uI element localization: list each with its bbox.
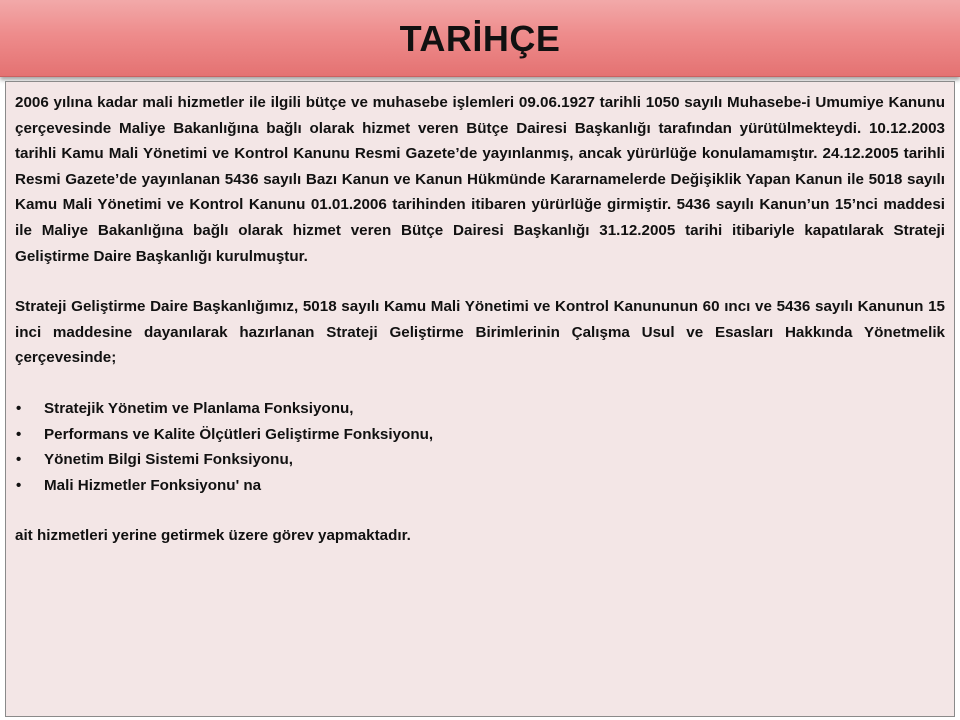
bullet-icon: • [16,425,22,443]
list-item [15,422,945,448]
list-item-label: Yönetim Bilgi Sistemi Fonksiyonu, [44,451,293,469]
paragraph-regulation: Strateji Geliştirme Daire Başkanlığımız, 5018 sayılı Kamu Mali Yönetimi ve Kontrol Kanununun 60 ıncı ve 5436 sayılı Kanunun 15 inci maddesine dayanılarak hazırlanan Strateji Geliştirme Birimlerinin Çalışma Usul ve Esasları Hakkında Yönetmelik çerçevesinde; [15,298,945,367]
list-item-label: Mali Hizmetler Fonksiyonu' na [44,476,262,494]
function-list [15,396,945,498]
content-box [5,81,955,717]
list-item [15,447,945,473]
paragraph-closing: ait hizmetleri yerine getirmek üzere görev yapmaktadır. [15,527,411,545]
bullet-icon: • [16,451,22,469]
list-item [15,473,945,499]
title-bar [0,0,960,77]
slide-title: TARİHÇE [399,18,561,59]
list-item [15,396,945,422]
list-item-label: Stratejik Yönetim ve Planlama Fonksiyonu, [44,399,354,417]
list-item-label: Performans ve Kalite Ölçütleri Geliştirme Fonksiyonu, [44,425,434,443]
bullet-icon: • [16,399,22,417]
bullet-icon: • [16,476,22,494]
paragraph-history: 2006 yılına kadar mali hizmetler ile ilgili bütçe ve muhasebe işlemleri 09.06.1927 tarihli 1050 sayılı Muhasebe-i Umumiye Kanunu çerçevesinde Maliye Bakanlığına bağlı olarak hizmet veren Bütçe Dairesi Başkanlığı tarafından yürütülmekteydi. 10.12.2003 tarihli Kamu Mali Yönetimi ve Kontrol Kanunu Resmi Gazete’de yayınlanmış, ancak yürürlüğe konulamamıştır. 24.12.2005 tarihli Resmi Gazete’de yayınlanan 5436 sayılı Bazı Kanun ve Kanun Hükmünde Kararnamelerde Değişiklik Yapan Kanun ile 5018 sayılı Kamu Mali Yönetimi ve Kontrol Kanunu 01.01.2006 tarihinden itibaren yürürlüğe girmiştir. 5436 sayılı Kanun’un 15’nci maddesi ile Maliye Bakanlığına bağlı olarak hizmet veren Bütçe Dairesi Başkanlığı 31.12.2005 tarihi itibariyle kapatılarak Strateji Geliştirme Daire Başkanlığı kurulmuştur. [15,94,945,265]
